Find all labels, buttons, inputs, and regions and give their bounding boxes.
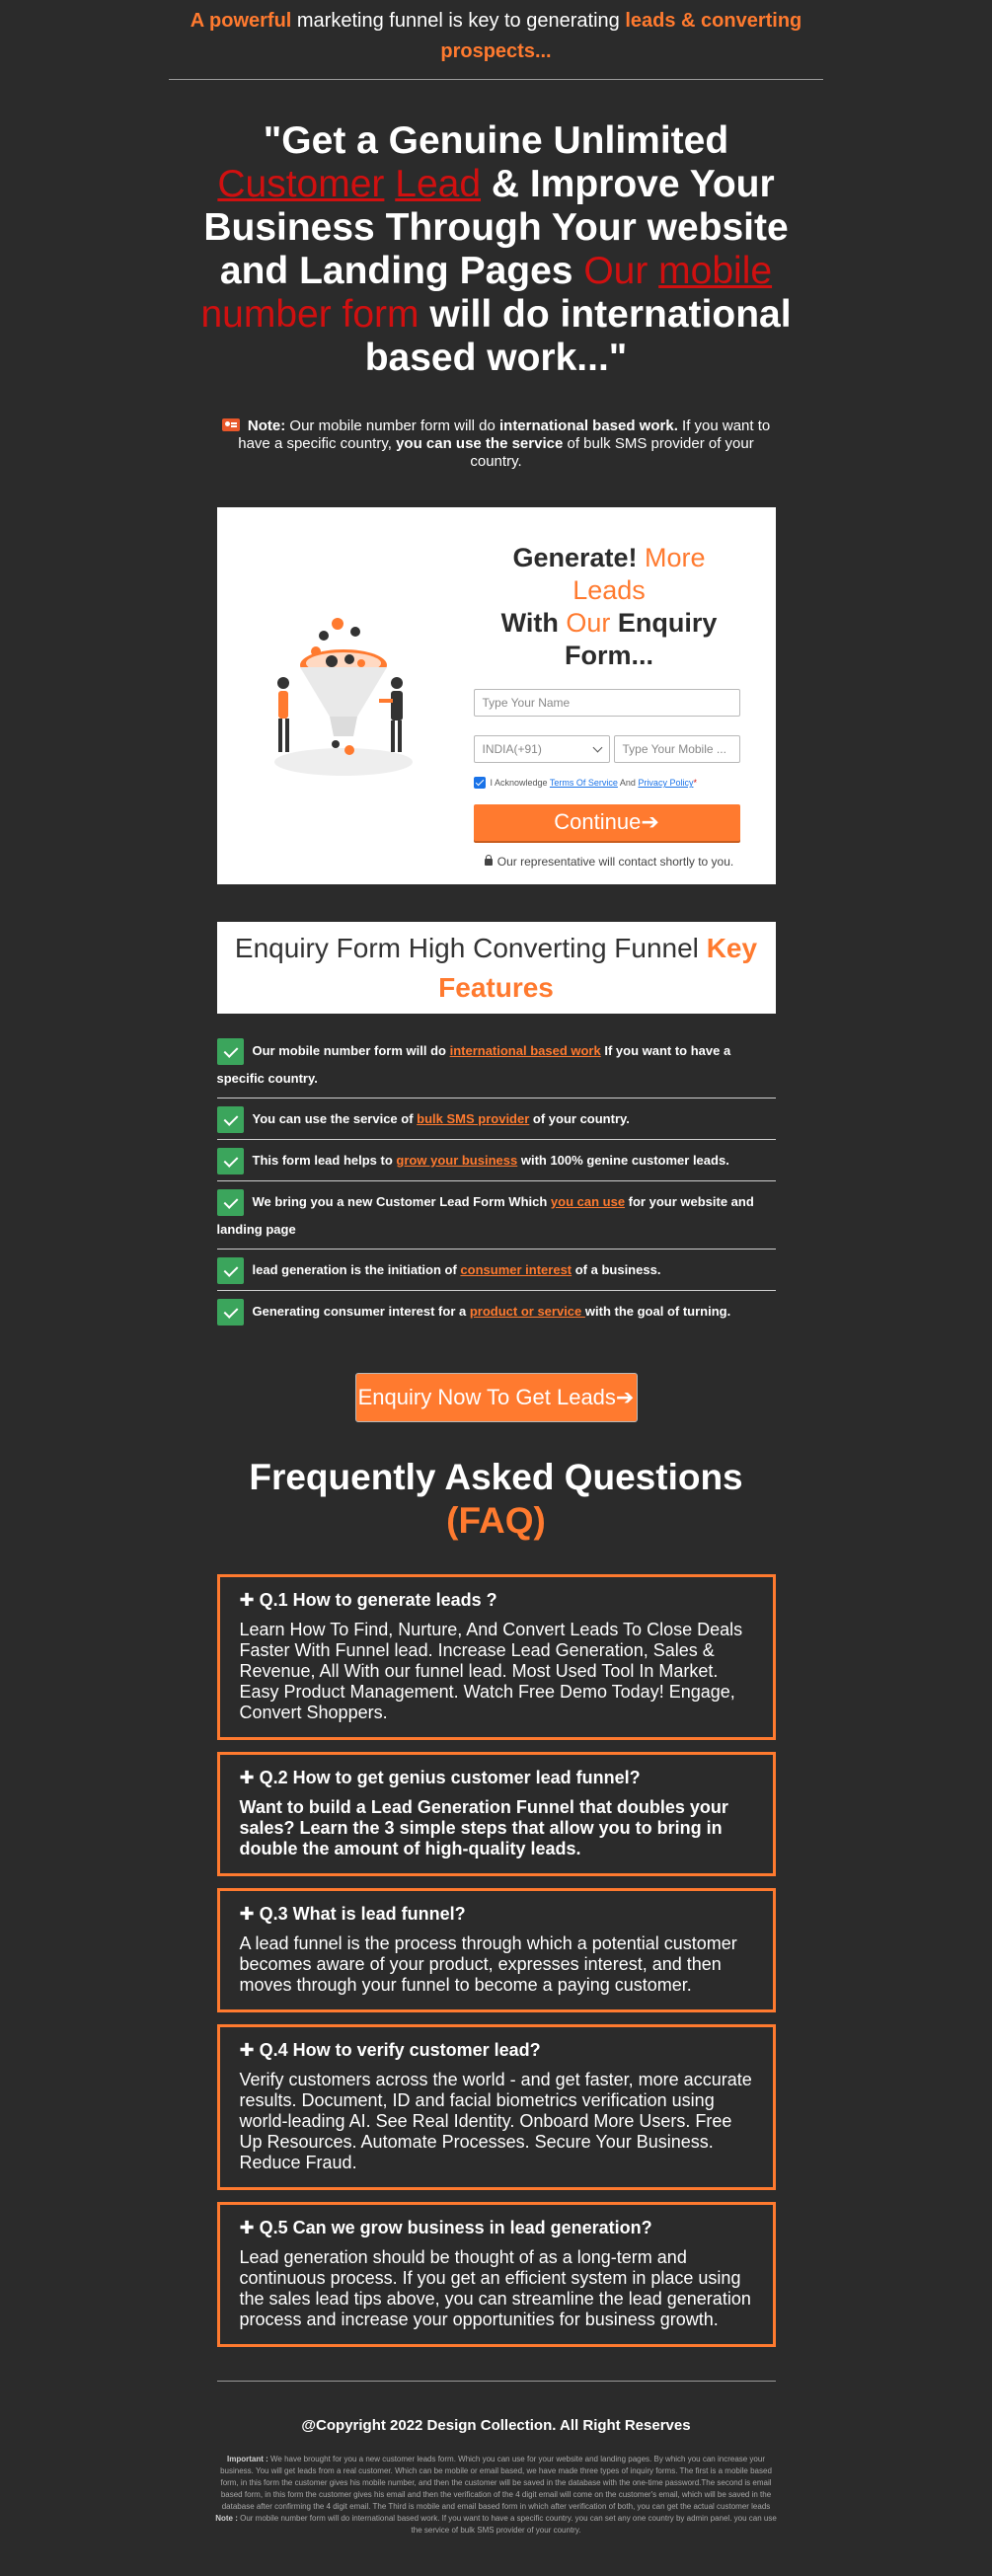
mobile-placeholder: Type Your Mobile ...: [622, 742, 726, 756]
feature-text: with 100% genine customer leads.: [517, 1153, 729, 1169]
feature-text: Generating consumer interest for a: [252, 1304, 470, 1320]
country-code-value: INDIA(+91): [482, 742, 542, 756]
faq-question[interactable]: ✚ Q.3 What is lead funnel?: [239, 1904, 466, 1925]
faq-question[interactable]: ✚ Q.4 How to verify customer lead?: [239, 2040, 541, 2061]
chevron-down-icon: [592, 742, 602, 752]
feature-link[interactable]: product or service: [469, 1304, 585, 1320]
hero-text-1: "Get a Genuine Unlimited: [263, 119, 729, 162]
note-bold-2: you can use the service: [396, 435, 564, 452]
feature-text: If you want to have a specific country.: [216, 1043, 731, 1087]
faq-answer: A lead funnel is the process through which a potential customer becomes aware of your product, expresses interest, and then moves through your funnel to become a paying customer.: [239, 1933, 737, 1996]
faq-item[interactable]: [217, 2202, 776, 2347]
feature-item: [217, 1298, 776, 1331]
important-label: Important :: [226, 2455, 268, 2464]
faq-title-abbr: (FAQ): [446, 1500, 546, 1542]
acknowledge-checkbox[interactable]: [474, 777, 486, 789]
faq-list: [217, 1574, 776, 2347]
feature-text: with the goal of turning.: [584, 1304, 731, 1320]
feature-link[interactable]: grow your business: [396, 1153, 518, 1169]
form-panel: [474, 542, 745, 869]
feature-item: [217, 1256, 776, 1291]
faq-item[interactable]: [217, 1888, 776, 2012]
mobile-input[interactable]: [614, 735, 740, 763]
required-star: *: [693, 778, 697, 788]
enquiry-now-button[interactable]: Enquiry Now To Get Leads➔: [355, 1373, 638, 1422]
faq-question[interactable]: ✚ Q.2 How to get genius customer lead funnel?: [239, 1768, 641, 1788]
footer-divider: [217, 2381, 776, 2382]
key-features-title-b: Key Features: [438, 933, 758, 1003]
note-text-2: If you want to have a specific country,: [238, 417, 771, 452]
feature-text: for your website and landing page: [216, 1194, 754, 1238]
feature-item: [217, 1147, 776, 1181]
faq-item[interactable]: [217, 1752, 776, 1876]
enquiry-form-card: [217, 507, 776, 884]
check-icon: [217, 1299, 244, 1326]
faq-answer: Want to build a Lead Generation Funnel that doubles your sales? Learn the 3 simple steps that allow you to bring in double the amount of high-quality leads.: [239, 1797, 728, 1859]
hero-lead: Lead: [395, 163, 482, 205]
tagline-accent-2: leads & converting prospects...: [440, 10, 802, 62]
copyright: @Copyright 2022 Design Collection. All Right Reserves: [301, 2417, 691, 2435]
representative-note: [474, 855, 745, 869]
footer-note-label: Note :: [215, 2514, 238, 2524]
faq-item[interactable]: [217, 1574, 776, 1740]
country-code-select[interactable]: [474, 735, 610, 763]
tagline-text: marketing funnel is key to generating: [291, 10, 626, 32]
feature-link[interactable]: bulk SMS provider: [417, 1111, 530, 1127]
faq-question[interactable]: ✚ Q.5 Can we grow business in lead generation?: [239, 2218, 652, 2238]
hero-heading: [200, 119, 793, 380]
features-list: [217, 1037, 776, 1331]
key-features-heading: [217, 922, 776, 1014]
faq-item[interactable]: [217, 2024, 776, 2190]
name-input[interactable]: [474, 689, 740, 717]
feature-text: This form lead helps to: [252, 1153, 397, 1169]
check-icon: [217, 1038, 244, 1065]
feature-text: Our mobile number form will do: [252, 1043, 450, 1058]
form-title: [474, 542, 745, 672]
note-paragraph: [215, 417, 778, 471]
form-title-e: Enquiry Form...: [564, 608, 718, 670]
check-icon: [217, 1148, 244, 1174]
lock-icon: [485, 859, 493, 866]
continue-button[interactable]: Continue➔: [474, 804, 740, 841]
hero-text-3: will do international based work...": [364, 293, 792, 379]
footer-note-text: Our mobile number form will do international based work. If you want to have a specific country. you can set any one country by admin panel. you can use the service of bulk SMS provider of your country.: [237, 2514, 777, 2536]
faq-answer: Learn How To Find, Nurture, And Convert Leads To Close Deals Faster With Funnel lead. Increase Lead Generation, Sales & Revenue, All With our funnel lead. Most Used Tool In Market. Easy Product Management. Watch Free Demo Today! Engage, Convert Shoppers.: [239, 1620, 743, 1723]
hero-text-2: & Improve Your Business Through Your website and Landing Pages: [203, 163, 789, 292]
faq-answer: Lead generation should be thought of as a long-term and continuous process. If you get an efficient system in place using the sales lead tips above, you can streamline the lead generation process and increase your opportunities for business growth.: [239, 2247, 751, 2330]
check-icon: [217, 1106, 244, 1133]
acknowledge-row: [474, 777, 745, 789]
feature-text: You can use the service of: [252, 1111, 418, 1127]
faq-question[interactable]: ✚ Q.1 How to generate leads ?: [239, 1590, 497, 1611]
check-icon: [217, 1189, 244, 1216]
ack-and: And: [617, 778, 639, 788]
faq-heading: [0, 1456, 992, 1543]
key-features-title-a: Enquiry Form High Converting Funnel: [234, 933, 707, 963]
ack-text: I Acknowledge: [490, 778, 550, 788]
feature-item: [217, 1037, 776, 1099]
form-title-a: Generate!: [512, 543, 638, 572]
feature-link[interactable]: international based work: [449, 1043, 601, 1058]
feature-item: [217, 1105, 776, 1140]
hero-mobile: mobile: [658, 250, 773, 292]
hero-our: Our: [583, 250, 659, 292]
phone-row: [474, 735, 745, 763]
note-label: Note:: [247, 417, 286, 434]
feature-text: lead generation is the initiation of: [252, 1262, 461, 1278]
terms-of-service-link[interactable]: Terms Of Service: [549, 778, 618, 788]
note-bold-1: international based work.: [498, 417, 678, 434]
form-title-b: More Leads: [572, 543, 706, 605]
name-placeholder: Type Your Name: [482, 696, 571, 710]
form-title-d: Our: [566, 608, 611, 638]
form-title-c: With: [500, 608, 567, 638]
faq-answer: Verify customers across the world - and get faster, more accurate results. Document, ID and facial biometrics verification using world-leading AI. See Real Identity. Onboard More Users. Free Up Resources. Automate Processes. Secure Your Business. Reduce Fraud.: [239, 2070, 752, 2173]
note-text-1: Our mobile number form will do: [285, 417, 499, 434]
note-text-3: of bulk SMS provider of your country.: [470, 435, 754, 470]
top-tagline: [169, 0, 823, 80]
hero-number-form: number form: [200, 293, 420, 336]
feature-text: of a business.: [572, 1262, 661, 1278]
representative-note-text: Our representative will contact shortly to you.: [496, 855, 734, 869]
feature-link[interactable]: you can use: [550, 1194, 626, 1210]
faq-title: Frequently Asked Questions: [249, 1457, 743, 1498]
privacy-policy-link[interactable]: Privacy Policy: [638, 778, 694, 788]
tagline-accent: A powerful: [190, 10, 292, 32]
check-icon: [217, 1257, 244, 1284]
id-card-icon: [222, 418, 240, 431]
feature-text: of your country.: [529, 1111, 630, 1127]
footer-disclaimer: [215, 2454, 778, 2537]
funnel-illustration: [265, 614, 422, 782]
feature-text: We bring you a new Customer Lead Form Which: [252, 1194, 551, 1210]
feature-link[interactable]: consumer interest: [460, 1262, 572, 1278]
feature-item: [217, 1188, 776, 1250]
hero-customer: Customer: [217, 163, 385, 205]
important-text: We have brought for you a new customer leads form. Which you can use for your website and landing pages. By which you can increase your business. You will get leads from a real customer. Which can be mobile or email based, we have made three types of inquiry forms. The first is a mobile based form, in this form the customer gives his mobile number, and then the customer will be saved in the database with the one-time password.The second is email based form, in this form the customer gives his email and then the verification of the 4 digit email will come on the customer's email, which will be saved in the database after confirming the 4 digit email. The Third is mobile and email based form in which after verification of both, you can get the actual customer leads: [220, 2455, 772, 2512]
